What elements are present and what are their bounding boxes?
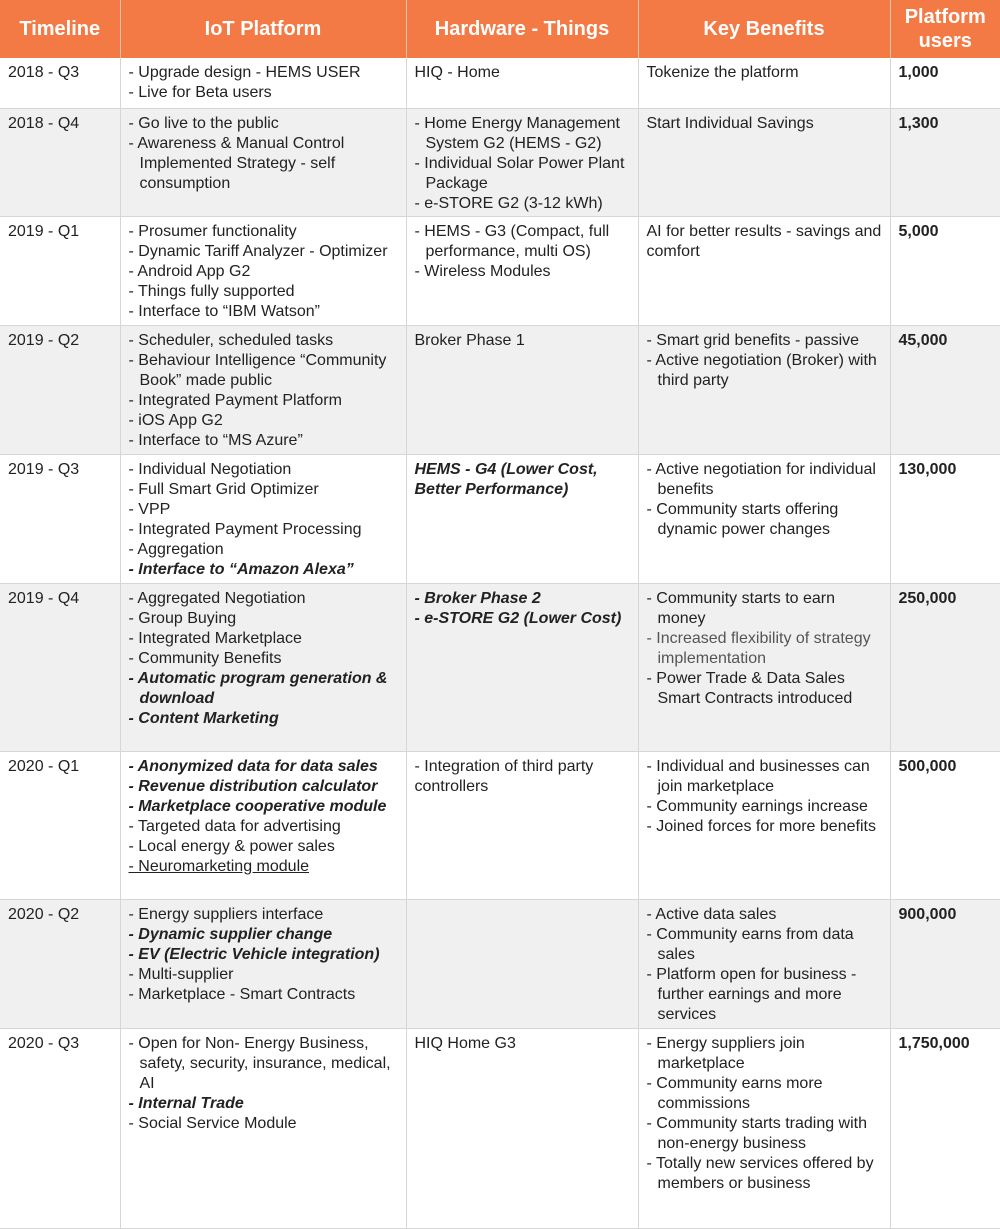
iot-cell — [120, 58, 406, 108]
benefit-item: - Community earns from data sales — [646, 925, 854, 963]
iot-item: - Integrated Payment Platform — [128, 391, 342, 409]
iot-item: - Marketplace cooperative module — [128, 797, 387, 815]
header-timeline: Timeline — [0, 0, 120, 58]
hardware-cell — [406, 899, 638, 1028]
hardware-item: - Home Energy Management System G2 (HEMS - G2) — [414, 114, 620, 152]
benefit-item: - Smart grid benefits - passive — [646, 331, 860, 349]
benefits-cell — [638, 108, 890, 216]
iot-cell — [120, 899, 406, 1028]
iot-item: - Content Marketing — [128, 709, 279, 727]
iot-item: - Group Buying — [128, 609, 237, 627]
table-row — [0, 325, 1000, 454]
timeline-cell: 2020 - Q2 — [0, 899, 120, 1028]
header-iot-platform: IoT Platform — [120, 0, 406, 58]
iot-item: - Things fully supported — [128, 282, 295, 300]
benefits-cell — [638, 58, 890, 108]
benefit-item: - Active data sales — [646, 905, 777, 923]
timeline-cell: 2019 - Q2 — [0, 325, 120, 454]
iot-item: - iOS App G2 — [128, 411, 223, 429]
iot-item: - Dynamic Tariff Analyzer - Optimizer — [128, 242, 388, 260]
iot-item: - Aggregated Negotiation — [128, 589, 306, 607]
benefit-item: Start Individual Savings — [646, 114, 814, 132]
benefit-item: - Platform open for business - further earnings and more services — [646, 965, 857, 1023]
benefit-item: - Totally new services offered by members or business — [646, 1154, 874, 1192]
hardware-item: - HEMS - G3 (Compact, full performance, multi OS) — [414, 222, 610, 260]
benefit-item: - Individual and businesses can join marketplace — [646, 757, 870, 795]
users-cell: 45,000 — [890, 325, 1000, 454]
iot-item: - Automatic program generation & download — [128, 669, 388, 707]
iot-item: - Aggregation — [128, 540, 224, 558]
header-key-benefits: Key Benefits — [638, 0, 890, 58]
iot-item: - Individual Negotiation — [128, 460, 292, 478]
users-cell: 130,000 — [890, 454, 1000, 583]
iot-item: - Dynamic supplier change — [128, 925, 333, 943]
iot-item: - Local energy & power sales — [128, 837, 335, 855]
benefit-item: - Community earns more commissions — [646, 1074, 823, 1112]
timeline-cell: 2019 - Q4 — [0, 583, 120, 751]
iot-item: - Targeted data for advertising — [128, 817, 341, 835]
benefit-item: - Community earnings increase — [646, 797, 868, 815]
benefit-item: - Increased flexibility of strategy implementation — [646, 629, 871, 667]
iot-cell — [120, 1028, 406, 1228]
hardware-item: - e-STORE G2 (3-12 kWh) — [414, 194, 603, 212]
benefit-item: - Power Trade & Data Sales Smart Contracts introduced — [646, 669, 853, 707]
hardware-cell — [406, 583, 638, 751]
iot-item: - Open for Non- Energy Business, safety, security, insurance, medical, AI — [128, 1034, 391, 1092]
hardware-item: - Wireless Modules — [414, 262, 551, 280]
iot-item: - VPP — [128, 500, 171, 518]
iot-item: - Awareness & Manual Control Implemented Strategy - self consumption — [128, 134, 345, 192]
iot-item: - Prosumer functionality — [128, 222, 297, 240]
header-row — [0, 0, 1000, 58]
hardware-cell — [406, 454, 638, 583]
users-cell: 1,300 — [890, 108, 1000, 216]
iot-item: - Android App G2 — [128, 262, 251, 280]
iot-item: - Full Smart Grid Optimizer — [128, 480, 319, 498]
header-platform-users: Platform users — [890, 0, 1000, 58]
iot-item: - Revenue distribution calculator — [128, 777, 378, 795]
benefits-cell — [638, 1028, 890, 1228]
benefit-item: - Community starts offering dynamic power changes — [646, 500, 839, 538]
hardware-cell — [406, 751, 638, 899]
benefits-cell — [638, 216, 890, 325]
timeline-cell: 2019 - Q1 — [0, 216, 120, 325]
iot-item: - Multi-supplier — [128, 965, 234, 983]
iot-item: - Go live to the public — [128, 114, 279, 132]
hardware-item: HEMS - G4 (Lower Cost, Better Performance) — [414, 460, 598, 498]
iot-item: - Marketplace - Smart Contracts — [128, 985, 356, 1003]
hardware-item: - Integration of third party controllers — [414, 757, 594, 795]
table-row — [0, 108, 1000, 216]
benefit-item: - Active negotiation for individual benefits — [646, 460, 876, 498]
iot-item: - Community Benefits — [128, 649, 282, 667]
users-cell: 1,750,000 — [890, 1028, 1000, 1228]
hardware-cell — [406, 58, 638, 108]
users-cell: 250,000 — [890, 583, 1000, 751]
table-row — [0, 216, 1000, 325]
iot-item: - Neuromarketing module — [128, 857, 310, 875]
iot-cell — [120, 216, 406, 325]
benefits-cell — [638, 325, 890, 454]
iot-item: - Interface to “Amazon Alexa” — [128, 560, 354, 578]
iot-item: - Upgrade design - HEMS USER — [128, 64, 361, 81]
hardware-item: - e-STORE G2 (Lower Cost) — [414, 609, 622, 627]
iot-item: - Social Service Module — [128, 1114, 297, 1132]
benefit-item: - Community starts trading with non-energy business — [646, 1114, 868, 1152]
hardware-item: - Individual Solar Power Plant Package — [414, 154, 625, 192]
benefit-item: - Active negotiation (Broker) with third party — [646, 351, 877, 389]
iot-item: - Behaviour Intelligence “Community Book” made public — [128, 351, 387, 389]
hardware-cell — [406, 1028, 638, 1228]
iot-item: - EV (Electric Vehicle integration) — [128, 945, 380, 963]
benefit-item: - Joined forces for more benefits — [646, 817, 876, 835]
iot-item: - Internal Trade — [128, 1094, 244, 1112]
iot-item: - Live for Beta users — [128, 84, 272, 101]
iot-item: - Anonymized data for data sales — [128, 757, 378, 775]
hardware-cell — [406, 108, 638, 216]
users-cell: 900,000 — [890, 899, 1000, 1028]
table-row — [0, 583, 1000, 751]
iot-item: - Interface to “IBM Watson” — [128, 302, 320, 320]
timeline-cell: 2019 - Q3 — [0, 454, 120, 583]
benefit-item: AI for better results - savings and comfort — [646, 222, 882, 260]
benefits-cell — [638, 454, 890, 583]
iot-cell — [120, 108, 406, 216]
benefits-cell — [638, 899, 890, 1028]
hardware-item: HIQ - Home — [414, 64, 500, 81]
benefit-item: - Energy suppliers join marketplace — [646, 1034, 805, 1072]
benefits-cell — [638, 583, 890, 751]
iot-cell — [120, 583, 406, 751]
timeline-cell: 2020 - Q1 — [0, 751, 120, 899]
iot-cell — [120, 751, 406, 899]
iot-item: - Scheduler, scheduled tasks — [128, 331, 334, 349]
hardware-item: Broker Phase 1 — [414, 331, 525, 349]
table-row — [0, 899, 1000, 1028]
table-row — [0, 751, 1000, 899]
iot-item: - Integrated Payment Processing — [128, 520, 362, 538]
table-row — [0, 1028, 1000, 1228]
iot-item: - Interface to “MS Azure” — [128, 431, 303, 449]
table-row — [0, 58, 1000, 108]
hardware-item: HIQ Home G3 — [414, 1034, 516, 1052]
hardware-item: - Broker Phase 2 — [414, 589, 541, 607]
benefit-item: - Community starts to earn money — [646, 589, 835, 627]
hardware-cell — [406, 325, 638, 454]
users-cell: 5,000 — [890, 216, 1000, 325]
iot-item: - Energy suppliers interface — [128, 905, 324, 923]
hardware-cell — [406, 216, 638, 325]
iot-cell — [120, 454, 406, 583]
table-row — [0, 454, 1000, 583]
timeline-cell: 2020 - Q3 — [0, 1028, 120, 1228]
users-cell: 500,000 — [890, 751, 1000, 899]
timeline-cell: 2018 - Q4 — [0, 108, 120, 216]
benefit-item: Tokenize the platform — [646, 64, 799, 81]
iot-item: - Integrated Marketplace — [128, 629, 302, 647]
users-cell: 1,000 — [890, 58, 1000, 108]
header-hardware-things: Hardware - Things — [406, 0, 638, 58]
iot-cell — [120, 325, 406, 454]
benefits-cell — [638, 751, 890, 899]
timeline-cell: 2018 - Q3 — [0, 58, 120, 108]
